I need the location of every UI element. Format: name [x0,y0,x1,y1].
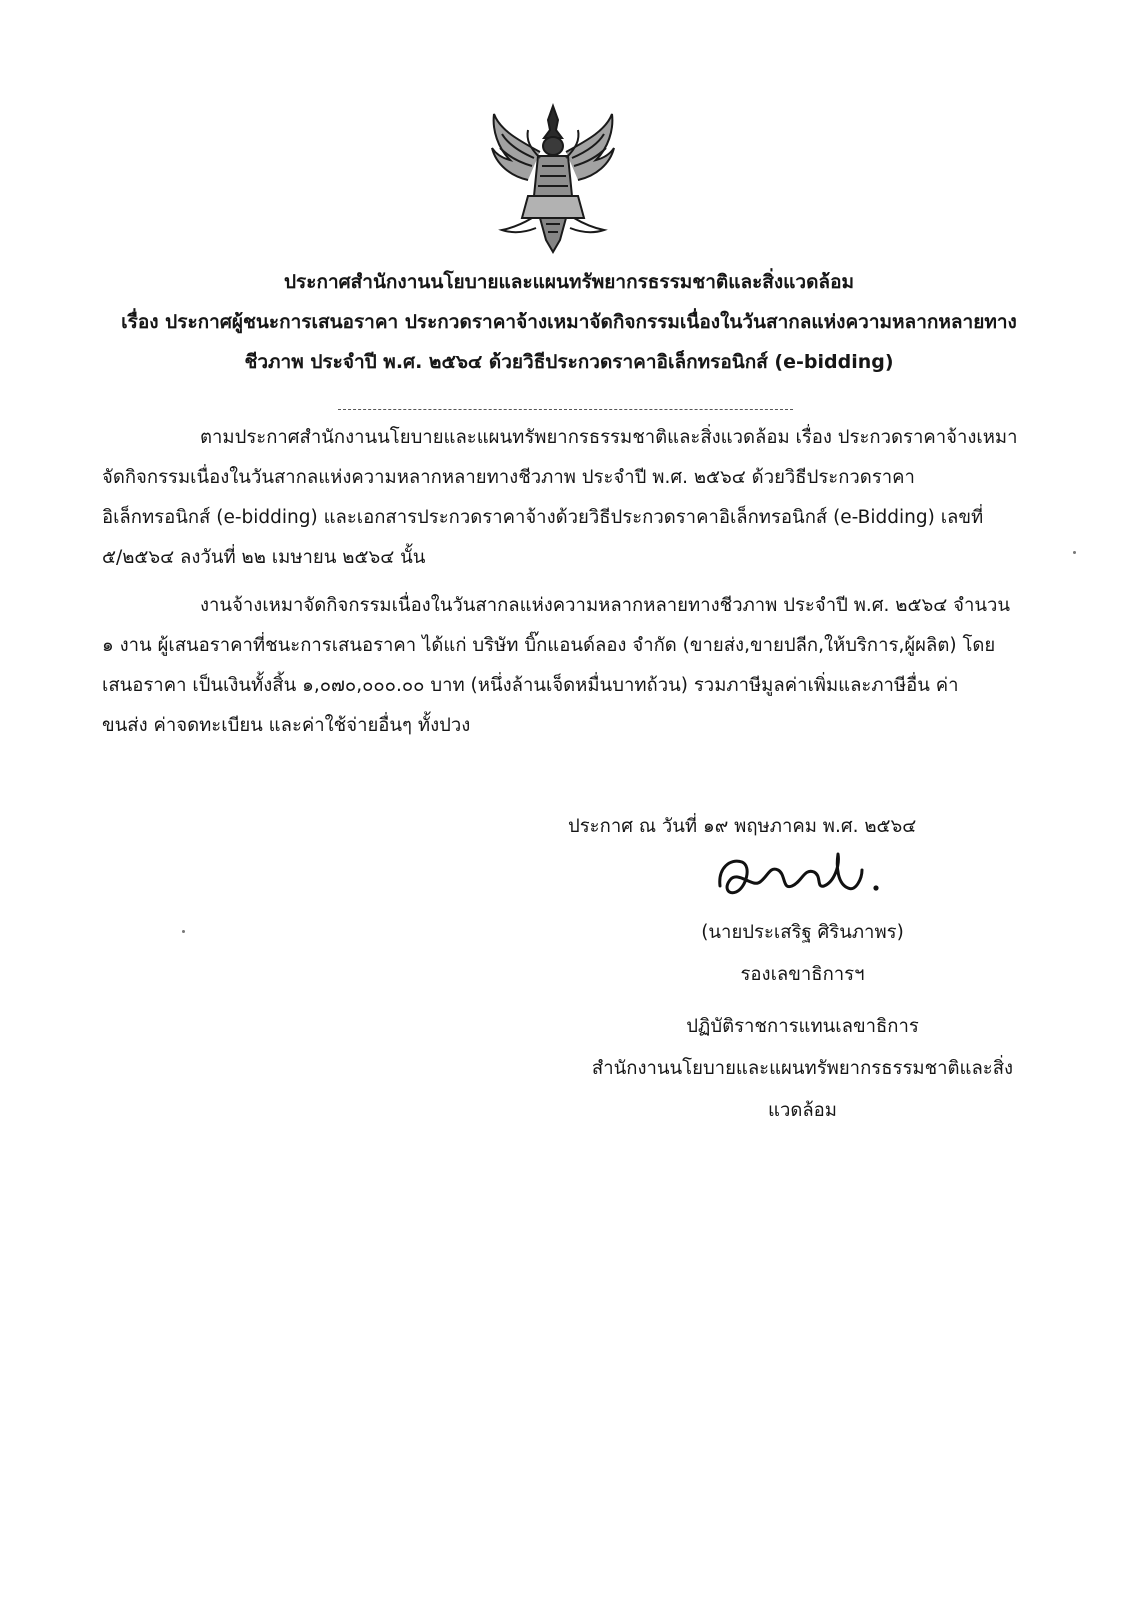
paragraph1-line4: ๕/๒๕๖๔ ลงวันที่ ๒๒ เมษายน ๒๕๖๔ นั้น [102,547,426,568]
scan-speck [182,930,185,933]
signer-acting-position: ปฏิบัติราชการแทนเลขาธิการ [686,1016,919,1037]
paragraph2-line1: งานจ้างเหมาจัดกิจกรรมเนื่องในวันสากลแห่งความหลากหลายทางชีวภาพ ประจำปี พ.ศ. ๒๕๖๔ จำนวน [200,595,1011,616]
paragraph2-line2: ๑ งาน ผู้เสนอราคาที่ชนะการเสนอราคา ได้แก่ บริษัท บิ๊กแอนด์ลอง จำกัด (ขายส่ง,ขายปลีก,ให้บริการ,ผู้ผลิต) โดย [102,635,996,656]
garuda-emblem-icon [488,100,618,258]
title-divider [338,409,793,410]
announcement-title: ประกาศสำนักงานนโยบายและแผนทรัพยากรธรรมชาติและสิ่งแวดล้อม [283,271,855,293]
signer-name: (นายประเสริฐ ศิรินภาพร) [701,922,904,943]
paragraph2-line4: ขนส่ง ค่าจดทะเบียน และค่าใช้จ่ายอื่นๆ ทั้งปวง [102,715,471,736]
signer-organization: สำนักงานนโยบายและแผนทรัพยากรธรรมชาติและสิ่ง [591,1058,1014,1079]
handwritten-signature-icon [712,848,892,908]
paragraph2-line3: เสนอราคา เป็นเงินทั้งสิ้น ๑,๐๗๐,๐๐๐.๐๐ บาท (หนึ่งล้านเจ็ดหมื่นบาทถ้วน) รวมภาษีมูลค่าเพิ่มและภาษีอื่น ค่า [102,675,959,696]
signer-organization-continued: แวดล้อม [768,1100,837,1121]
announcement-date: ประกาศ ณ วันที่ ๑๙ พฤษภาคม พ.ศ. ๒๕๖๔ [568,816,917,837]
paragraph1-line3: อิเล็กทรอนิกส์ (e-bidding) และเอกสารประกวดราคาจ้างด้วยวิธีประกวดราคาอิเล็กทรอนิกส์ (e-Bidding) เลขที่ [102,507,984,528]
scan-speck [1073,551,1076,554]
paragraph1-line2: จัดกิจกรรมเนื่องในวันสากลแห่งความหลากหลายทางชีวภาพ ประจำปี พ.ศ. ๒๕๖๔ ด้วยวิธีประกวดราคา [102,467,915,488]
paragraph1-line1: ตามประกาศสำนักงานนโยบายและแผนทรัพยากรธรรมชาติและสิ่งแวดล้อม เรื่อง ประกวดราคาจ้างเหมา [200,427,1018,448]
signer-position: รองเลขาธิการฯ [740,964,865,985]
subject-line: เรื่อง ประกาศผู้ชนะการเสนอราคา ประกวดราคาจ้างเหมาจัดกิจกรรมเนื่องในวันสากลแห่งความหลากหลายทาง [121,311,1017,333]
subject-line-continued: ชีวภาพ ประจำปี พ.ศ. ๒๕๖๔ ด้วยวิธีประกวดราคาอิเล็กทรอนิกส์ (e-bidding) [244,351,894,373]
